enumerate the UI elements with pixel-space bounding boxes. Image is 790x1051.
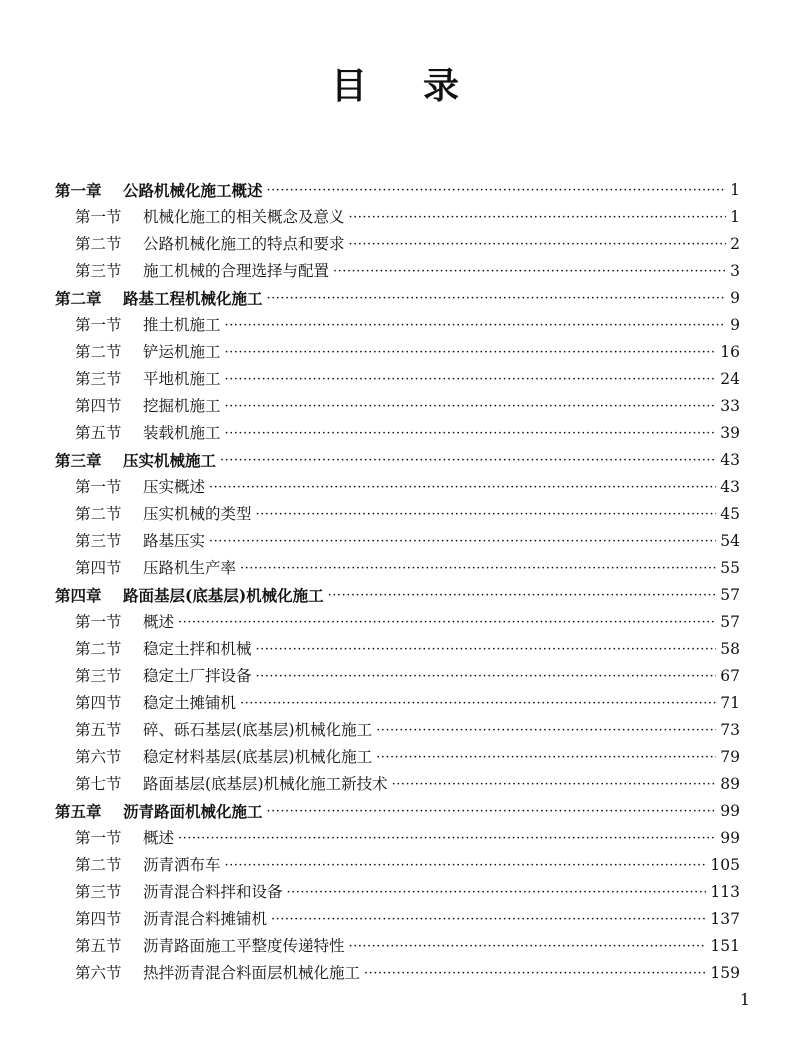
toc-chapter-row[interactable] <box>55 798 740 825</box>
toc-entry-label <box>75 933 345 960</box>
toc-entry-label <box>75 339 221 366</box>
toc-entry-title: 碎、砾石基层(底基层)机械化施工 <box>143 721 373 739</box>
toc-entry-number: 第一节 <box>75 478 122 496</box>
toc-page-number: 151 <box>710 937 740 955</box>
toc-entry-title: 压实概述 <box>143 478 206 496</box>
toc-entry-title: 热拌沥青混合料面层机械化施工 <box>143 964 361 982</box>
toc-page-number: 3 <box>730 262 740 280</box>
toc-page-number: 2 <box>730 235 740 253</box>
toc-chapter-row[interactable] <box>55 447 740 474</box>
toc-entry-number: 第一节 <box>75 208 122 226</box>
toc-entry-title: 平地机施工 <box>143 370 221 388</box>
toc-entry-label <box>75 204 345 231</box>
toc-entry-title: 铲运机施工 <box>143 343 221 361</box>
toc-entry-title: 路基工程机械化施工 <box>123 289 263 308</box>
toc-entry-title: 机械化施工的相关概念及意义 <box>143 208 345 226</box>
toc-section-row[interactable] <box>55 258 740 285</box>
toc-entry-title: 沥青路面机械化施工 <box>123 802 263 821</box>
toc-page-number: 16 <box>720 343 740 361</box>
toc-page-number: 113 <box>710 883 740 901</box>
toc-chapter-row[interactable] <box>55 582 740 609</box>
page-title <box>0 58 790 109</box>
toc-page-number: 54 <box>720 532 740 550</box>
toc-entry-label <box>75 420 221 447</box>
toc-entry-label <box>75 906 267 933</box>
toc-entry-label <box>75 366 221 393</box>
toc-entry-number: 第三节 <box>75 883 122 901</box>
toc-entry-number: 第四节 <box>75 397 122 415</box>
dot-leader <box>364 960 706 987</box>
toc-entry-number: 第三章 <box>55 451 102 470</box>
toc-section-row[interactable] <box>55 339 740 366</box>
dot-leader <box>225 393 717 420</box>
toc-page-number: 67 <box>720 667 740 685</box>
page-number: 1 <box>739 990 750 1009</box>
toc-section-row[interactable] <box>55 393 740 420</box>
toc-entry-label <box>75 717 372 744</box>
toc-page-number: 159 <box>710 964 740 982</box>
toc-entry-label <box>75 609 174 636</box>
toc-entry-title: 公路机械化施工的特点和要求 <box>143 235 345 253</box>
toc-page-number: 1 <box>730 208 740 226</box>
toc-section-row[interactable] <box>55 771 740 798</box>
toc-entry-number: 第二节 <box>75 505 122 523</box>
toc-section-row[interactable] <box>55 312 740 339</box>
dot-leader <box>376 717 716 744</box>
toc-page-number: 105 <box>710 856 740 874</box>
toc-section-row[interactable] <box>55 717 740 744</box>
dot-leader <box>349 204 726 231</box>
toc-entry-number: 第五章 <box>55 802 102 821</box>
dot-leader <box>225 420 717 447</box>
toc-entry-label <box>55 177 263 204</box>
toc-entry-label <box>75 258 329 285</box>
toc-page-number: 1 <box>730 181 740 199</box>
dot-leader <box>392 771 717 798</box>
toc-page-number: 71 <box>720 694 740 712</box>
toc-entry-title: 装载机施工 <box>143 424 221 442</box>
toc-entry-label <box>75 528 205 555</box>
toc-entry-label <box>75 663 252 690</box>
dot-leader <box>287 879 707 906</box>
toc-entry-number: 第四节 <box>75 910 122 928</box>
dot-leader <box>349 231 726 258</box>
dot-leader <box>333 258 726 285</box>
toc-entry-title: 沥青洒布车 <box>143 856 221 874</box>
toc-entry-label <box>75 501 252 528</box>
toc-entry-title: 压路机生产率 <box>143 559 237 577</box>
toc-entry-number: 第七节 <box>75 775 122 793</box>
dot-leader <box>178 609 716 636</box>
toc-section-row[interactable] <box>55 825 740 852</box>
title-char-1: 目 <box>330 65 367 107</box>
toc-entry-number: 第五节 <box>75 937 122 955</box>
toc-entry-number: 第二节 <box>75 856 122 874</box>
toc-entry-label <box>75 555 236 582</box>
toc-section-row[interactable] <box>55 474 740 501</box>
dot-leader <box>349 933 707 960</box>
toc-entry-title: 压实机械施工 <box>123 451 217 470</box>
toc-entry-label <box>75 879 283 906</box>
toc-entry-number: 第三节 <box>75 262 122 280</box>
dot-leader <box>240 690 716 717</box>
toc-section-row[interactable] <box>55 879 740 906</box>
toc-entry-title: 挖掘机施工 <box>143 397 221 415</box>
toc-page-number: 39 <box>720 424 740 442</box>
toc-entry-title: 路面基层(底基层)机械化施工 <box>123 586 324 605</box>
toc-entry-number: 第一节 <box>75 316 122 334</box>
toc-page-number: 137 <box>710 910 740 928</box>
toc-entry-label <box>75 825 174 852</box>
toc-page-number: 57 <box>720 613 740 631</box>
toc-entry-label <box>55 582 324 609</box>
title-char-2: 录 <box>423 65 460 107</box>
toc-entry-number: 第五节 <box>75 424 122 442</box>
dot-leader <box>267 177 726 204</box>
toc-entry-title: 稳定土厂拌设备 <box>143 667 252 685</box>
dot-leader <box>256 663 717 690</box>
dot-leader <box>256 501 717 528</box>
toc-entry-title: 概述 <box>143 829 175 847</box>
toc-page-number: 99 <box>720 802 740 820</box>
toc-entry-label <box>75 852 221 879</box>
toc-page-number: 89 <box>720 775 740 793</box>
dot-leader <box>220 447 716 474</box>
toc-chapter-row[interactable] <box>55 177 740 204</box>
toc-section-row[interactable] <box>55 420 740 447</box>
toc-section-row[interactable] <box>55 906 740 933</box>
toc-section-row[interactable] <box>55 204 740 231</box>
toc-entry-title: 压实机械的类型 <box>143 505 252 523</box>
toc-entry-number: 第一节 <box>75 829 122 847</box>
toc-entry-title: 沥青混合料拌和设备 <box>143 883 283 901</box>
dot-leader <box>225 312 726 339</box>
dot-leader <box>225 852 707 879</box>
toc-entry-number: 第一节 <box>75 613 122 631</box>
toc-page-number: 9 <box>730 316 740 334</box>
dot-leader <box>209 474 716 501</box>
toc-section-row[interactable] <box>55 609 740 636</box>
toc-entry-title: 概述 <box>143 613 175 631</box>
toc-entry-title: 路面基层(底基层)机械化施工新技术 <box>143 775 388 793</box>
toc-entry-number: 第四节 <box>75 559 122 577</box>
toc-page-number: 33 <box>720 397 740 415</box>
toc-section-row[interactable] <box>55 690 740 717</box>
toc-section-row[interactable] <box>55 636 740 663</box>
toc-entry-number: 第六节 <box>75 748 122 766</box>
toc-entry-title: 施工机械的合理选择与配置 <box>143 262 330 280</box>
toc-page-number: 58 <box>720 640 740 658</box>
toc-entry-label <box>55 285 263 312</box>
toc-section-row[interactable] <box>55 501 740 528</box>
toc-page-number: 73 <box>720 721 740 739</box>
toc-entry-label <box>75 312 221 339</box>
dot-leader <box>225 366 717 393</box>
toc-entry-label <box>75 744 372 771</box>
dot-leader <box>178 825 716 852</box>
toc-section-row[interactable] <box>55 933 740 960</box>
toc-page-number: 99 <box>720 829 740 847</box>
toc-entry-number: 第二节 <box>75 235 122 253</box>
toc-page-number: 45 <box>720 505 740 523</box>
toc-section-row[interactable] <box>55 744 740 771</box>
toc-entry-number: 第三节 <box>75 532 122 550</box>
toc-entry-number: 第一章 <box>55 181 102 200</box>
dot-leader <box>225 339 717 366</box>
dot-leader <box>209 528 716 555</box>
toc-entry-number: 第三节 <box>75 667 122 685</box>
toc-entry-title: 稳定土拌和机械 <box>143 640 252 658</box>
toc-entry-number: 第四章 <box>55 586 102 605</box>
toc-entry-label <box>55 798 263 825</box>
toc-entry-title: 公路机械化施工概述 <box>123 181 263 200</box>
toc-entry-number: 第二节 <box>75 343 122 361</box>
toc-section-row[interactable] <box>55 663 740 690</box>
toc-entry-number: 第六节 <box>75 964 122 982</box>
toc-section-row[interactable] <box>55 555 740 582</box>
toc-page-number: 57 <box>720 586 740 604</box>
toc-entry-number: 第二节 <box>75 640 122 658</box>
toc-entry-label <box>75 690 236 717</box>
toc-section-row[interactable] <box>55 852 740 879</box>
dot-leader <box>376 744 716 771</box>
toc-page-number: 24 <box>720 370 740 388</box>
toc-section-row[interactable] <box>55 528 740 555</box>
toc-entry-label <box>75 231 345 258</box>
toc-section-row[interactable] <box>55 366 740 393</box>
toc-entry-label <box>75 474 205 501</box>
toc-entry-label <box>75 636 252 663</box>
toc-page-number: 43 <box>720 451 740 469</box>
toc-entry-title: 稳定土摊铺机 <box>143 694 237 712</box>
toc-entry-number: 第三节 <box>75 370 122 388</box>
dot-leader <box>267 798 717 825</box>
toc-entry-title: 推土机施工 <box>143 316 221 334</box>
toc-page-number: 43 <box>720 478 740 496</box>
toc-entry-number: 第二章 <box>55 289 102 308</box>
toc-entry-number: 第四节 <box>75 694 122 712</box>
toc-entry-label <box>75 960 360 987</box>
dot-leader <box>271 906 706 933</box>
toc-page-number: 79 <box>720 748 740 766</box>
toc-entry-label <box>55 447 216 474</box>
toc-entry-title: 沥青路面施工平整度传递特性 <box>143 937 345 955</box>
toc-entry-title: 稳定材料基层(底基层)机械化施工 <box>143 748 373 766</box>
toc-section-row[interactable] <box>55 231 740 258</box>
dot-leader <box>267 285 726 312</box>
toc-section-row[interactable] <box>55 960 740 987</box>
toc-entry-title: 路基压实 <box>143 532 206 550</box>
toc-entry-number: 第五节 <box>75 721 122 739</box>
toc-chapter-row[interactable] <box>55 285 740 312</box>
toc-entry-label <box>75 393 221 420</box>
dot-leader <box>240 555 716 582</box>
dot-leader <box>328 582 717 609</box>
toc-entry-title: 沥青混合料摊铺机 <box>143 910 268 928</box>
dot-leader <box>256 636 717 663</box>
toc-page-number: 55 <box>720 559 740 577</box>
toc-entry-label <box>75 771 388 798</box>
toc-page-number: 9 <box>730 289 740 307</box>
table-of-contents <box>55 177 740 987</box>
